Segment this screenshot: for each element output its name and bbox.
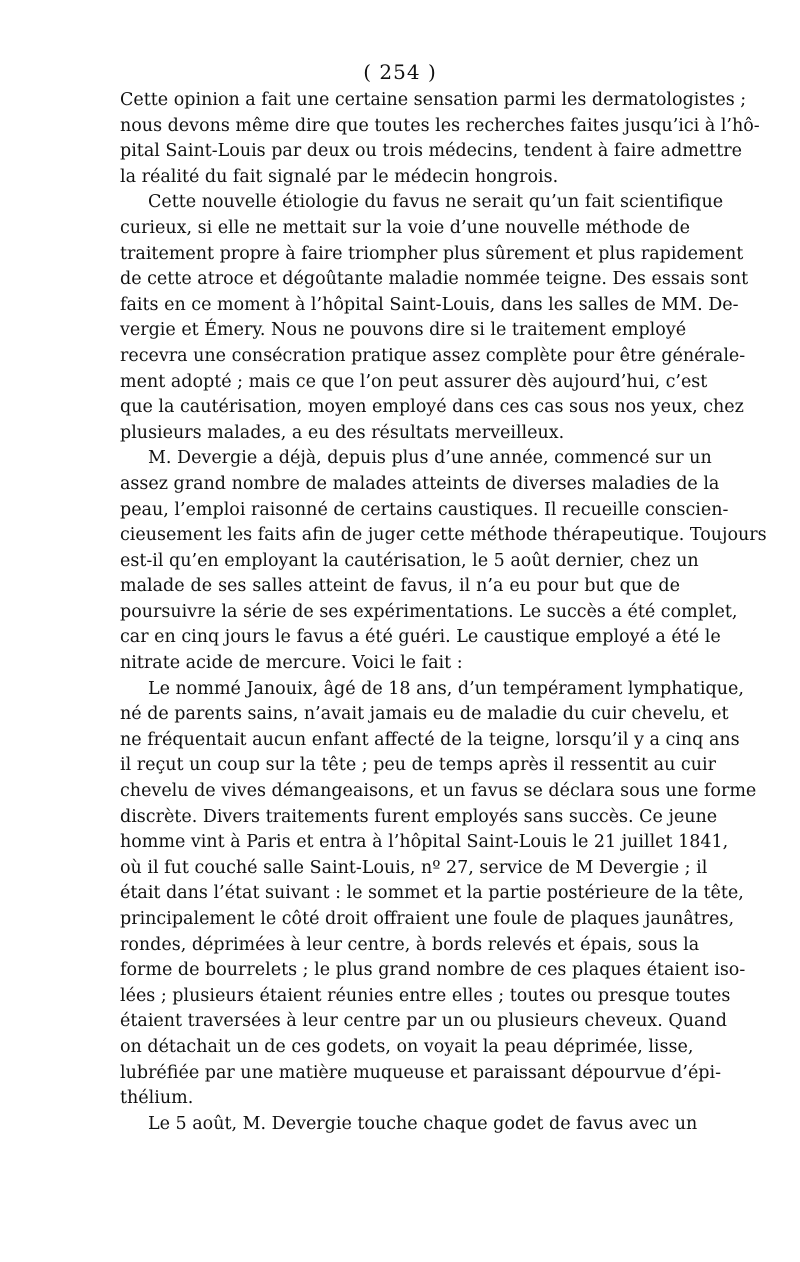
text-line: étaient traversées à leur centre par un ou plusieurs cheveux. Quand bbox=[120, 1011, 727, 1032]
text-line: homme vint à Paris et entra à l’hôpital Saint-Louis le 21 juillet 1841, bbox=[120, 832, 729, 853]
text-line: où il fut couché salle Saint-Louis, nº 27, service de M Devergie ; il bbox=[120, 857, 708, 878]
text-line: traitement propre à faire triompher plus sûrement et plus rapidement bbox=[120, 243, 744, 264]
text-line: il reçut un coup sur la tête ; peu de temps après il ressentit au cuir bbox=[120, 755, 716, 776]
text-line: que la cautérisation, moyen employé dans ces cas sous nos yeux, chez bbox=[120, 397, 744, 418]
text-line: né de parents sains, n’avait jamais eu de maladie du cuir chevelu, et bbox=[120, 704, 729, 725]
text-line: était dans l’état suivant : le sommet et la partie postérieure de la tête, bbox=[120, 883, 744, 904]
text-line: Le nommé Janouix, âgé de 18 ans, d’un tempérament lymphatique, bbox=[148, 678, 744, 699]
text-line: malade de ses salles atteint de favus, il n’a eu pour but que de bbox=[120, 576, 680, 597]
text-line: principalement le côté droit offraient une foule de plaques jaunâtres, bbox=[120, 909, 735, 929]
body-text bbox=[120, 88, 767, 1137]
text-line: cieusement les faits afin de juger cette méthode thérapeutique. Toujours bbox=[120, 525, 767, 546]
text-line: ment adopté ; mais ce que l’on peut assurer dès aujourd’hui, c’est bbox=[120, 371, 708, 392]
text-line: Cette nouvelle étiologie du favus ne serait qu’un fait scientifique bbox=[148, 192, 724, 213]
text-line: nous devons même dire que toutes les recherches faites jusqu’ici à l’hô- bbox=[120, 115, 760, 136]
text-line: on détachait un de ces godets, on voyait la peau déprimée, lisse, bbox=[120, 1036, 694, 1057]
text-line: lubréfiée par une matière muqueuse et paraissant dépourvue d’épi- bbox=[120, 1062, 722, 1083]
text-line: recevra une consécration pratique assez complète pour être générale- bbox=[120, 345, 746, 366]
text-line: M. Devergie a déjà, depuis plus d’une année, commencé sur un bbox=[148, 448, 712, 469]
text-line: thélium. bbox=[120, 1088, 194, 1109]
text-line: la réalité du fait signalé par le médecin hongrois. bbox=[120, 166, 559, 187]
text-line: nitrate acide de mercure. Voici le fait : bbox=[120, 653, 463, 674]
text-line: Le 5 août, M. Devergie touche chaque godet de favus avec un bbox=[148, 1113, 698, 1134]
text-line: plusieurs malades, a eu des résultats merveilleux. bbox=[120, 422, 565, 443]
text-line: chevelu de vives démangeaisons, et un favus se déclara sous une forme bbox=[120, 781, 757, 802]
text-line: forme de bourrelets ; le plus grand nombre de ces plaques étaient iso- bbox=[120, 960, 746, 981]
text-line: assez grand nombre de malades atteints de diverses maladies de la bbox=[120, 473, 720, 494]
text-line: peau, l’emploi raisonné de certains caustiques. Il recueille conscien- bbox=[120, 499, 729, 520]
text-line: vergie et Émery. Nous ne pouvons dire si le traitement employé bbox=[120, 320, 687, 341]
text-line: faits en ce moment à l’hôpital Saint-Louis, dans les salles de MM. De- bbox=[120, 294, 739, 315]
text-line: lées ; plusieurs étaient réunies entre elles ; toutes ou presque toutes bbox=[120, 985, 731, 1006]
text-line: car en cinq jours le favus a été guéri. Le caustique employé a été le bbox=[120, 627, 721, 648]
text-line: ne fréquentait aucun enfant affecté de la teigne, lorsqu’il y a cinq ans bbox=[120, 729, 740, 750]
text-line: curieux, si elle ne mettait sur la voie d’une nouvelle méthode de bbox=[120, 217, 690, 238]
text-line: poursuivre la série de ses expérimentations. Le succès a été complet, bbox=[120, 601, 738, 622]
text-line: pital Saint-Louis par deux ou trois médecins, tendent à faire admettre bbox=[120, 141, 743, 162]
text-line: rondes, déprimées à leur centre, à bords relevés et épais, sous la bbox=[120, 934, 700, 955]
text-line: est-il qu’en employant la cautérisation, le 5 août dernier, chez un bbox=[120, 550, 699, 571]
page-number: ( 254 ) bbox=[363, 60, 437, 84]
text-line: de cette atroce et dégoûtante maladie nommée teigne. Des essais sont bbox=[120, 269, 749, 290]
text-line: discrète. Divers traitements furent employés sans succès. Ce jeune bbox=[120, 806, 718, 827]
text-line: Cette opinion a fait une certaine sensation parmi les dermatologistes ; bbox=[120, 90, 747, 110]
